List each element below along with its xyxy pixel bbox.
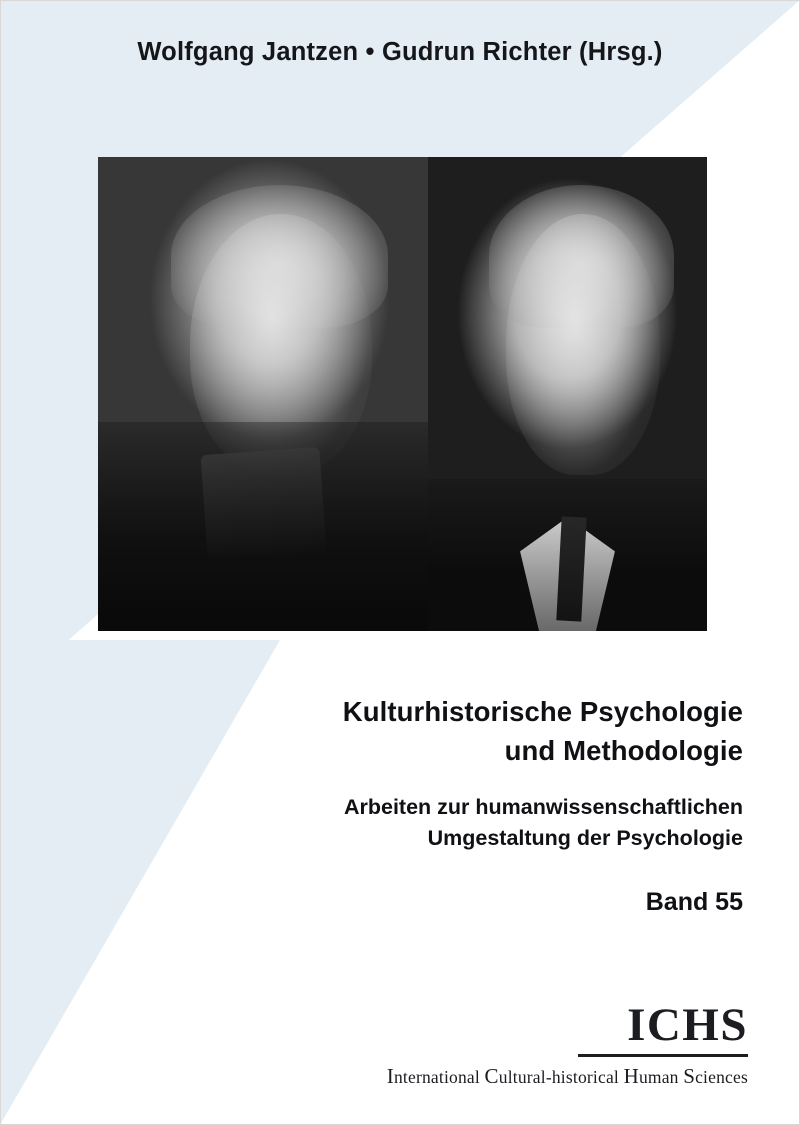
editors-line: Wolfgang Jantzen • Gudrun Richter (Hrsg.) <box>137 38 663 66</box>
publisher-acronym: ICHS <box>627 999 748 1051</box>
portrait-right-face <box>506 214 659 475</box>
publisher-name-rest-i: nternational <box>393 1067 485 1087</box>
title-block <box>83 692 743 917</box>
book-title-line-2: und Methodologie <box>504 735 743 767</box>
logo-divider <box>578 1054 748 1057</box>
publisher-name-rest-c: ultural-historical <box>498 1067 624 1087</box>
publisher-name-cap-c: C <box>484 1064 499 1088</box>
volume-number: Band 55 <box>645 888 743 917</box>
portrait-photo-right <box>428 157 707 631</box>
book-title-line-1: Kulturhistorische Psychologie <box>342 696 743 727</box>
publisher-full-name <box>328 1064 748 1089</box>
portrait-photo-left <box>98 157 428 631</box>
book-subtitle-line-1: Arbeiten zur humanwissenschaftlichen <box>343 795 743 820</box>
publisher-name-cap-s: S <box>683 1064 696 1088</box>
cover-photographs <box>98 157 707 631</box>
publisher-logo <box>328 999 748 1089</box>
publisher-name-cap-h: H <box>623 1064 639 1088</box>
portrait-left-collar <box>200 447 326 559</box>
publisher-name-cap-i: I <box>386 1064 394 1088</box>
publisher-name-rest-h: uman <box>638 1067 684 1087</box>
book-subtitle-line-2: Umgestaltung der Psychologie <box>427 826 743 851</box>
publisher-name-rest-s: ciences <box>695 1067 748 1087</box>
